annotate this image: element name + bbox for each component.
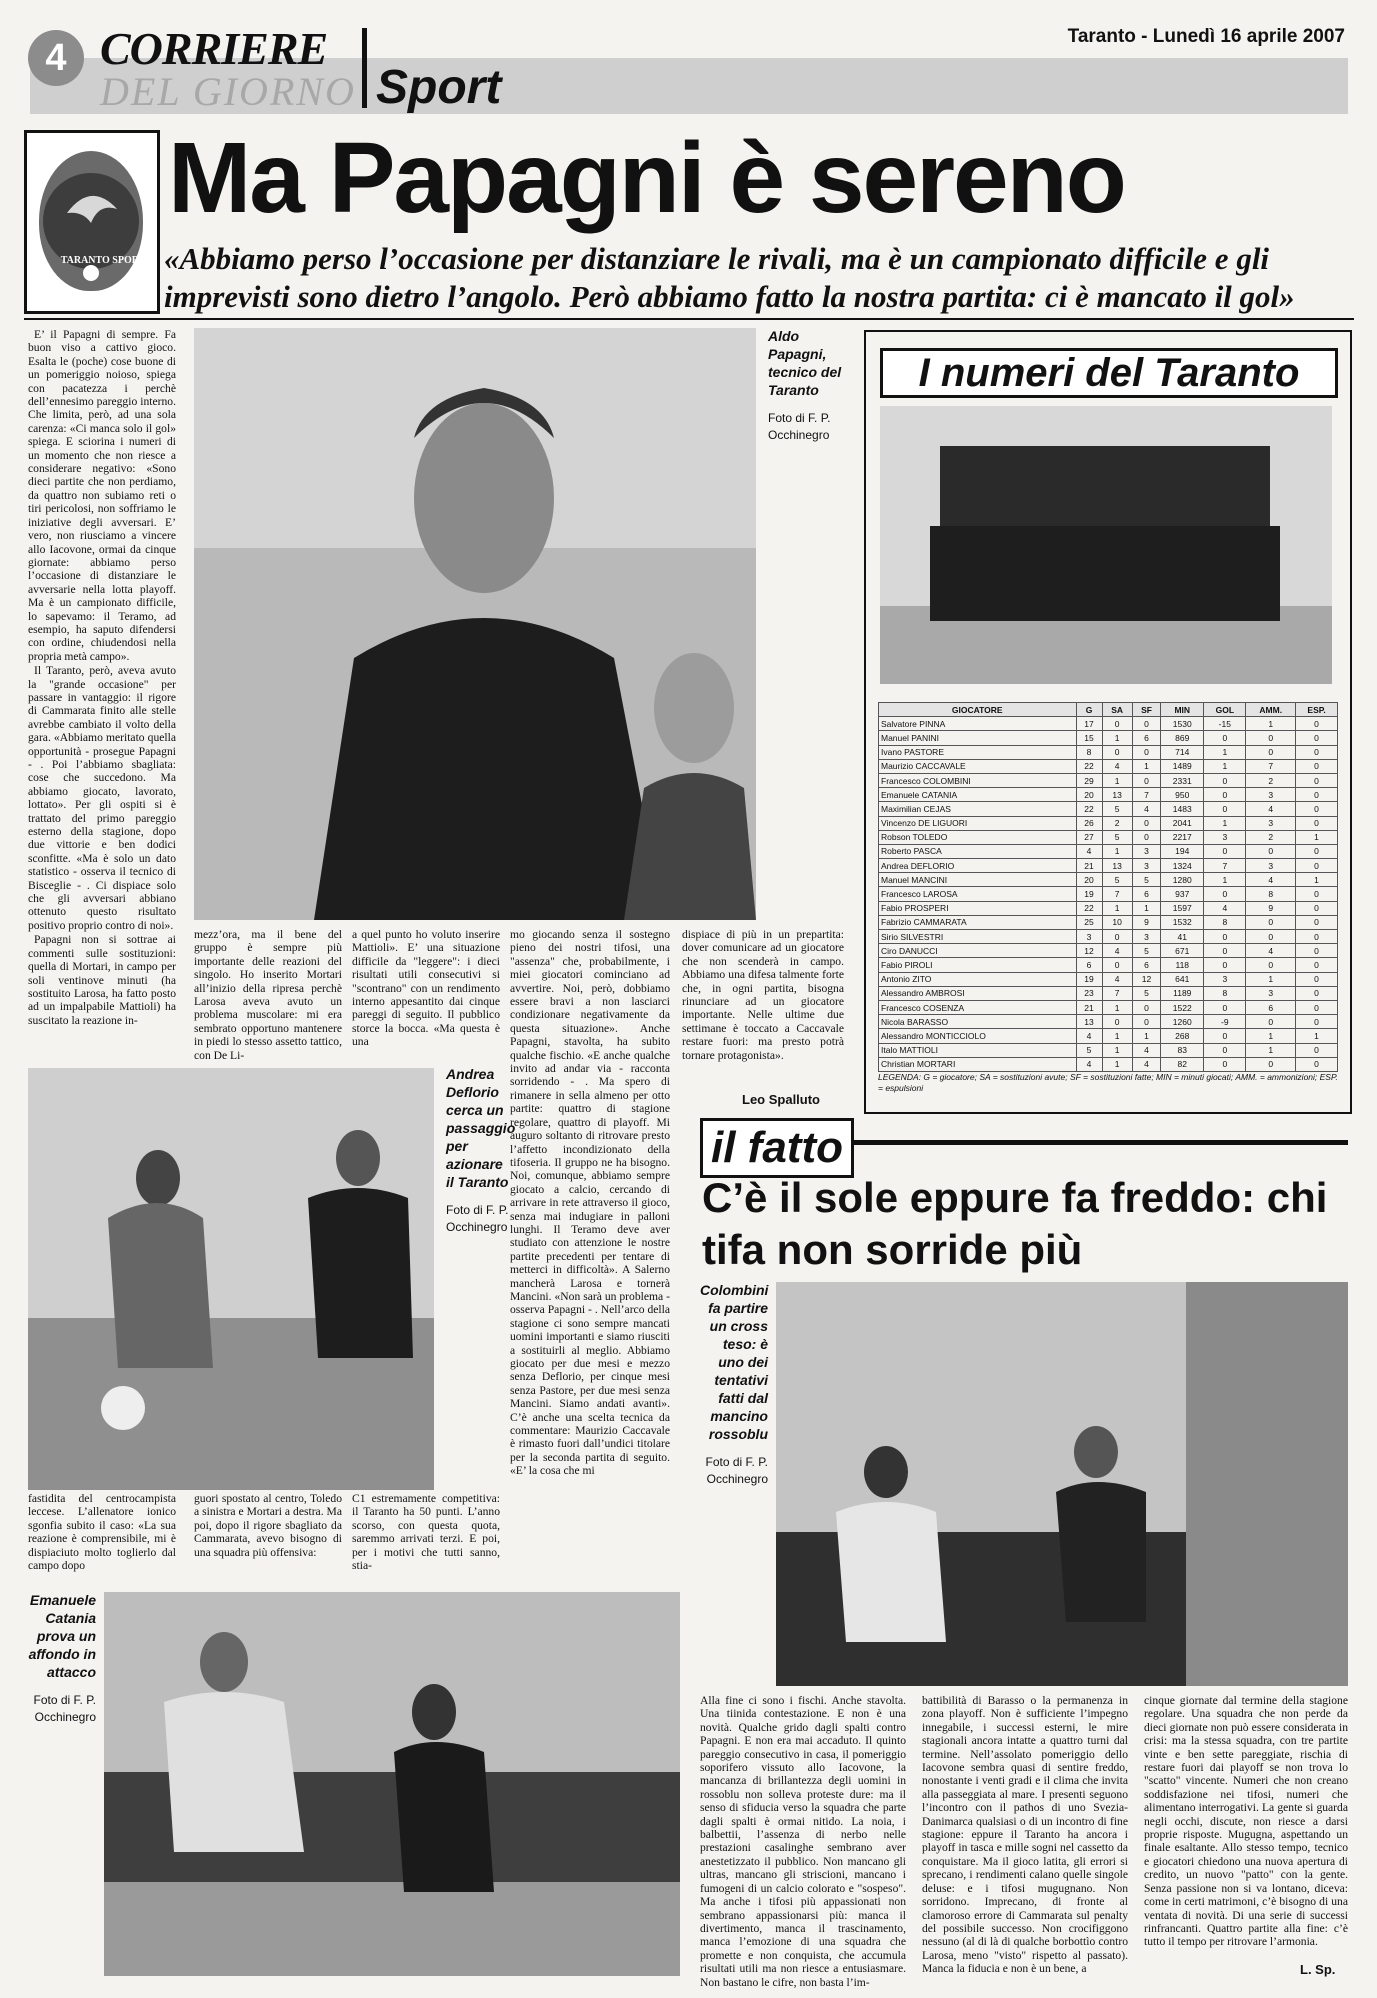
article-paragraph: Papagni non si sottrae ai commenti sulle sostituzioni: quella di Mortari, in campo per soli ventinove minuti (ha sostituito Larosa, ha fatto posto ad un impalpabile Mattioli) ha suscitato la reazione in- <box>28 933 176 1027</box>
article-bottom-column-1: fastidita del centrocampista leccese. L’allenatore ionico sgonfia subito il caso: «La sua reazione è comprensibile, mi è dispiaciuto molto toglierlo dal campo dopo <box>28 1492 176 1573</box>
brand-divider <box>362 28 367 108</box>
fatto-column-1: Alla fine ci sono i fischi. Anche stavolta. Una tiinida contestazione. E non è una novità. Qualche grido dagli spalti contro Papagni. E non era mai accaduto. Il quinto pareggio consecutivo in casa, il pomeriggio soporifero vissuto allo Iacovone, la mancanza di brillantezza degli uomini in rossoblu non solleva proteste dure: ma il senso di sfiducia verso la squadra che parte dagli spalti è ormai nitido. La noia, i balbettii, l’assenza di nerbo nelle prestazioni casalinghe sembrano aver anestetizzato il pubblico. Non mancano gli ultras, mancano gli striscioni, mancano i fumogeni di un calcio colorato e "sospeso". Ma anche i tifosi più appassionati non sembrano appassionarsi più: manca il divertimento, manca il trascinamento, manca l’emozione di una squadra che promette e non conquista, che accumula risultati utili ma non riesce a entusiasmare. Non bastano le cifre, non basta l’im- <box>700 1694 906 1989</box>
team-photo <box>880 406 1332 684</box>
column-header: GOL <box>1204 703 1246 717</box>
colombini-caption <box>700 1282 768 1488</box>
stat-cell: 2 <box>1246 830 1296 844</box>
stat-cell: 1 <box>1296 830 1338 844</box>
stat-cell: 0 <box>1296 1000 1338 1014</box>
stat-cell: 641 <box>1161 972 1204 986</box>
papagni-photo <box>194 328 756 920</box>
stat-cell: 7 <box>1204 859 1246 873</box>
stat-cell: 19 <box>1076 887 1102 901</box>
stat-cell: 0 <box>1246 1057 1296 1071</box>
stat-cell: 0 <box>1204 731 1246 745</box>
column-header: AMM. <box>1246 703 1296 717</box>
article-bottom-column-2: guori spostato al centro, Toledo a sinistra e Mortari a destra. Ma poi, dopo il rigore sbagliato da Cammarata, avevo bisogno di una squadra più offensiva: <box>194 1492 342 1559</box>
stat-cell: 7 <box>1246 759 1296 773</box>
stat-cell: 0 <box>1132 773 1161 787</box>
player-name-cell: Ivano PASTORE <box>879 745 1077 759</box>
table-row <box>879 958 1338 972</box>
stat-cell: 8 <box>1204 986 1246 1000</box>
match-action-image <box>776 1282 1348 1686</box>
stat-cell: 0 <box>1246 930 1296 944</box>
stat-cell: 0 <box>1204 773 1246 787</box>
stat-cell: 1 <box>1204 816 1246 830</box>
player-name-cell: Fabio PIROLI <box>879 958 1077 972</box>
column-header: GIOCATORE <box>879 703 1077 717</box>
stat-cell: 671 <box>1161 944 1204 958</box>
table-row <box>879 1015 1338 1029</box>
stat-cell: 6 <box>1132 731 1161 745</box>
stat-cell: 0 <box>1246 958 1296 972</box>
stat-cell: 83 <box>1161 1043 1204 1057</box>
stat-cell: 0 <box>1204 844 1246 858</box>
newspaper-name: CORRIERE <box>100 23 328 74</box>
article-column-2: mezz’ora, ma il bene del gruppo è sempre più importante delle reazioni del singolo. Ho inserito Mortari all’inizio della ripresa perchè Larosa aveva avuto un problema muscolare: mi era sembrato opportuno mantenere in piedi lo stesso assetto tattico, con De Li- <box>194 928 342 1062</box>
player-name-cell: Fabio PROSPERI <box>879 901 1077 915</box>
stat-cell: 3 <box>1204 830 1246 844</box>
table-row <box>879 759 1338 773</box>
stat-cell: 0 <box>1246 745 1296 759</box>
player-name-cell: Maximilian CEJAS <box>879 802 1077 816</box>
column-header: SF <box>1132 703 1161 717</box>
player-name-cell: Vincenzo DE LIGUORI <box>879 816 1077 830</box>
stat-cell: 0 <box>1296 773 1338 787</box>
article-column-5: dispiace di più in un prepartita: dover comunicare ad un giocatore che non scenderà in campo. Abbiamo una difesa talmente forte che, in ogni partita, bisogna rinunciare ad un giocatore importante. Nelle ultime due settimane è toccato a Caccavale restare fuori: ma presto potrà tornare protagonista». <box>682 928 844 1062</box>
stat-cell: 6 <box>1246 1000 1296 1014</box>
stat-cell: 4 <box>1246 802 1296 816</box>
stat-cell: 5 <box>1102 802 1132 816</box>
stat-cell: 0 <box>1204 788 1246 802</box>
photo-credit: Foto di F. P. Occhinegro <box>33 1693 96 1724</box>
stat-cell: 1189 <box>1161 986 1204 1000</box>
catania-photo <box>104 1592 680 1976</box>
stat-cell: 0 <box>1204 1057 1246 1071</box>
stat-cell: 0 <box>1296 759 1338 773</box>
stat-cell: 6 <box>1132 958 1161 972</box>
stat-cell: 1 <box>1204 873 1246 887</box>
stat-cell: 23 <box>1076 986 1102 1000</box>
stat-cell: 0 <box>1246 915 1296 929</box>
article-paragraph: Il Taranto, però, aveva avuto la "grande occasione" per passare in vantaggio: il rigore di Cammarata finito alle stelle avrebbe cambiato il volto della gara. «Abbiamo meritato quella opportunità - prosegue Papagni - . Poi l’abbiamo sbagliata: cose che succedono. Ma abbiamo giocato, lavorato, lottato». Per gli ospiti si è trattato del primo pareggio esterno della stagione, dopo due vittorie e ben dodici sconfitte. «Ma è solo un dato statistico - osserva il tecnico di Bisceglie - . Ci dispiace solo che gli avversari abbiano ottenuto questo risultato positivo proprio contro di noi». <box>28 664 176 932</box>
stat-cell: 12 <box>1076 944 1102 958</box>
table-row <box>879 731 1338 745</box>
stat-cell: 1489 <box>1161 759 1204 773</box>
table-row <box>879 1043 1338 1057</box>
stat-cell: 5 <box>1102 873 1132 887</box>
fatto-column-2: battibilità di Barasso o la permanenza in zona playoff. Non è sufficiente l’impegno innegabile, i successi esterni, le mire stagionali ancora intatte a quattro turni dal termine. Nell’assolato pomeriggio dello Iacovone sembra quasi di sentire freddo, nonostante i venti gradi e il clima che invita alla passeggiata al mare. I presenti seguono l’incontro con il pathos di uno Svezia-Danimarca qualsiasi o di un incontro di fine stagione: eppure il Taranto ha ancora i playoff in tasca e mille sogni nel cassetto da conquistare. Ma il gioco latita, gli errori si sprecano, i rendimenti calano quelle singole deluse: e i tifosi mugugnano. Non sorridono. Imprecano, di fronte al clamoroso errore di Cammarata sul penalty del possibile successo. Non crocifiggono nessuno (al di là di qualche borbottìo contro Larosa, meno "visto" rispetto al passato). Manca la fiducia e non è un bene, a <box>922 1694 1128 1976</box>
player-name-cell: Andrea DEFLORIO <box>879 859 1077 873</box>
dolphin-rider-icon <box>39 151 143 291</box>
stat-cell: 25 <box>1076 915 1102 929</box>
stat-cell: 0 <box>1102 717 1132 731</box>
stat-cell: 7 <box>1102 986 1132 1000</box>
stat-cell: 4 <box>1076 844 1102 858</box>
taranto-logo <box>24 130 160 314</box>
dateline: Taranto - Lunedì 16 aprile 2007 <box>1067 26 1345 47</box>
stat-cell: 1 <box>1296 873 1338 887</box>
stat-cell: 950 <box>1161 788 1204 802</box>
stat-cell: 5 <box>1132 944 1161 958</box>
table-row <box>879 830 1338 844</box>
section-title: Sport <box>376 61 502 114</box>
stat-cell: 1 <box>1246 1029 1296 1043</box>
stat-cell: 118 <box>1161 958 1204 972</box>
stat-cell: 4 <box>1204 901 1246 915</box>
stat-cell: 6 <box>1132 887 1161 901</box>
stat-cell: 21 <box>1076 859 1102 873</box>
stat-cell: 4 <box>1132 802 1161 816</box>
stat-cell: 3 <box>1132 844 1161 858</box>
fatto-signature: L. Sp. <box>1300 1962 1336 1977</box>
stat-cell: 13 <box>1102 859 1132 873</box>
table-row <box>879 802 1338 816</box>
stat-cell: -15 <box>1204 717 1246 731</box>
stat-cell: 0 <box>1296 1057 1338 1071</box>
stat-cell: 0 <box>1204 1029 1246 1043</box>
caption-name: Aldo Papagni, tecnico del Taranto <box>768 328 842 398</box>
player-name-cell: Roberto PASCA <box>879 844 1077 858</box>
stat-cell: 1 <box>1246 972 1296 986</box>
stat-cell: 0 <box>1204 958 1246 972</box>
stat-cell: 0 <box>1102 930 1132 944</box>
stat-cell: 0 <box>1132 717 1161 731</box>
subheadline: «Abbiamo perso l’occasione per distanziare le rivali, ma è un campionato difficile e gli imprevisti sono dietro l’angolo. Però abbiamo fatto la nostra partita: ci è mancato il gol» <box>164 241 1295 314</box>
caption-name: Emanuele Catania prova un affondo in attacco <box>28 1592 96 1680</box>
article-column-3: a quel punto ho voluto inserire Mattioli». E’ una situazione difficile da "leggere": i dieci risultati utili consecutivi si "scontrano" con un rendimento interno appesantito dai cinque pareggi di seguito. Il pubblico storce la bocca. «Ma questa è una <box>352 928 500 1049</box>
stat-cell: 0 <box>1132 816 1161 830</box>
article-signature: Leo Spalluto <box>742 1092 820 1107</box>
stat-cell: 4 <box>1132 1043 1161 1057</box>
stat-cell: 0 <box>1296 915 1338 929</box>
column-header: ESP. <box>1296 703 1338 717</box>
papagni-caption <box>768 328 854 444</box>
stat-cell: 9 <box>1132 915 1161 929</box>
stat-cell: 29 <box>1076 773 1102 787</box>
player-name-cell: Francesco COSENZA <box>879 1000 1077 1014</box>
stat-cell: 0 <box>1132 745 1161 759</box>
player-name-cell: Emanuele CATANIA <box>879 788 1077 802</box>
fatto-rule <box>852 1140 1348 1145</box>
coach-portrait-image <box>194 328 756 920</box>
stat-cell: 13 <box>1102 788 1132 802</box>
stat-cell: 1 <box>1204 745 1246 759</box>
stat-cell: 6 <box>1076 958 1102 972</box>
stat-cell: 0 <box>1296 1043 1338 1057</box>
numeri-box <box>864 330 1352 1114</box>
player-name-cell: Antonio ZITO <box>879 972 1077 986</box>
stat-cell: 1 <box>1102 1057 1132 1071</box>
caption-name: Colombini fa partire un cross teso: è uno dei tentativi fatti dal mancino rossoblu <box>700 1282 769 1442</box>
stat-cell: 4 <box>1102 759 1132 773</box>
stat-cell: 4 <box>1076 1057 1102 1071</box>
stat-cell: 41 <box>1161 930 1204 944</box>
stat-cell: 1530 <box>1161 717 1204 731</box>
stat-cell: 1260 <box>1161 1015 1204 1029</box>
table-row <box>879 986 1338 1000</box>
stat-cell: 0 <box>1296 986 1338 1000</box>
deflorio-photo <box>28 1068 434 1490</box>
article-column-4: mo giocando senza il sostegno pieno dei nostri tifosi, una "assenza" che, probabilmente, i miei giocatori cominciano ad avvertire. Noi, però, dobbiamo essere bravi a non lasciarci condizionare negativamente da questa situazione». Anche Papagni, stavolta, ha subito qualche fischio. «E anche qualche invito ad andar via - racconta sorridendo - . Ma spero di rimanere in sella almeno per otto partite: quattro di stagione regolare, quattro di playoff. Mi auguro soltanto di ritrovare presto l’affetto incondizionato della tifoseria. Il gruppo ne ha bisogno. Noi, comunque, abbiamo sempre giocato a calcio, cercando di arrivare in rete attraverso il gioco, senza mai indugiare in palloni lunghi. Il Teramo deve aver studiato con attenzione le nostre partite precedenti per tentare di metterci in difficoltà». A Salerno mancherà Larosa e tornerà Mancini. «Non sarà un problema - osserva Papagni - . Nell’arco della stagione ci sono sempre mancati uomini importanti e siamo riusciti a sostituirli al meglio. Abbiamo giocato per due mesi e mezzo senza Deflorio, per cinque mesi senza Pastore, per due mesi senza Mancini. Siamo andati avanti». C’è anche una scelta tecnica da commentare: Maurizio Caccavale è rimasto fuori dall’undici titolare per la seconda partita di seguito. «E’ la cosa che mi <box>510 928 670 1478</box>
player-name-cell: Robson TOLEDO <box>879 830 1077 844</box>
stat-cell: 17 <box>1076 717 1102 731</box>
stat-cell: 3 <box>1076 930 1102 944</box>
stat-cell: 3 <box>1204 972 1246 986</box>
stat-cell: 0 <box>1102 1015 1132 1029</box>
stat-cell: 1532 <box>1161 915 1204 929</box>
stat-cell: 3 <box>1246 986 1296 1000</box>
stat-cell: 0 <box>1296 788 1338 802</box>
logo-text: TARANTO SPORT <box>60 255 146 266</box>
stat-cell: 0 <box>1246 844 1296 858</box>
stat-cell: 15 <box>1076 731 1102 745</box>
table-row <box>879 1057 1338 1071</box>
stat-cell: 7 <box>1102 887 1132 901</box>
stat-cell: 268 <box>1161 1029 1204 1043</box>
stat-cell: 0 <box>1204 930 1246 944</box>
headline: Ma Papagni è sereno <box>168 122 1125 234</box>
stat-cell: 5 <box>1132 873 1161 887</box>
stat-cell: 1 <box>1296 1029 1338 1043</box>
match-action-image <box>104 1592 680 1976</box>
match-action-image <box>28 1068 434 1490</box>
stat-cell: 21 <box>1076 1000 1102 1014</box>
stat-cell: 2041 <box>1161 816 1204 830</box>
stat-cell: 1 <box>1102 773 1132 787</box>
stat-cell: 1522 <box>1161 1000 1204 1014</box>
stat-cell: 27 <box>1076 830 1102 844</box>
stat-cell: 9 <box>1246 901 1296 915</box>
headline-rule <box>24 318 1354 320</box>
player-name-cell: Nicola BARASSO <box>879 1015 1077 1029</box>
stat-cell: 8 <box>1076 745 1102 759</box>
table-row <box>879 788 1338 802</box>
stat-cell: 0 <box>1296 844 1338 858</box>
shield-icon <box>39 151 146 291</box>
stat-cell: 869 <box>1161 731 1204 745</box>
player-name-cell: Italo MATTIOLI <box>879 1043 1077 1057</box>
stat-cell: 4 <box>1102 944 1132 958</box>
stat-cell: 0 <box>1204 1000 1246 1014</box>
stat-cell: 0 <box>1102 745 1132 759</box>
player-name-cell: Manuel PANINI <box>879 731 1077 745</box>
article-bottom-column-3: C1 estremamente competitiva: il Taranto ha 50 punti. L’anno scorso, con questa quota, saremmo arrivati terzi. E poi, per i motivi che tutti sanno, stia- <box>352 1492 500 1573</box>
fatto-headline: C’è il sole eppure fa freddo: chi tifa non sorride più <box>702 1174 1328 1273</box>
stat-cell: 20 <box>1076 873 1102 887</box>
article-column-1 <box>28 328 176 1068</box>
player-name-cell: Salvatore PINNA <box>879 717 1077 731</box>
stat-cell: 0 <box>1296 816 1338 830</box>
player-name-cell: Manuel MANCINI <box>879 873 1077 887</box>
player-stats-table <box>878 702 1338 1072</box>
table-row <box>879 901 1338 915</box>
stat-cell: 0 <box>1296 859 1338 873</box>
stat-cell: 26 <box>1076 816 1102 830</box>
stat-cell: 714 <box>1161 745 1204 759</box>
stat-cell: 19 <box>1076 972 1102 986</box>
stat-cell: 0 <box>1204 1043 1246 1057</box>
stat-cell: 1280 <box>1161 873 1204 887</box>
table-legend: LEGENDA: G = giocatore; SA = sostituzioni avute; SF = sostituzioni fatte; MIN = minuti giocati; AMM. = ammonizioni; ESP. = espulsioni <box>878 1072 1338 1093</box>
stat-cell: 12 <box>1132 972 1161 986</box>
stat-cell: 0 <box>1204 944 1246 958</box>
stat-cell: 0 <box>1296 958 1338 972</box>
stat-cell: 1 <box>1132 759 1161 773</box>
stat-cell: 1324 <box>1161 859 1204 873</box>
stat-cell: 0 <box>1132 830 1161 844</box>
stat-cell: 0 <box>1204 887 1246 901</box>
fatto-label: il fatto <box>700 1118 854 1178</box>
stat-cell: 0 <box>1296 717 1338 731</box>
catania-caption <box>28 1592 96 1726</box>
table-row <box>879 844 1338 858</box>
stat-cell: 1597 <box>1161 901 1204 915</box>
stat-cell: 22 <box>1076 759 1102 773</box>
stat-cell: 1 <box>1102 1043 1132 1057</box>
stat-cell: 8 <box>1246 887 1296 901</box>
stat-cell: 194 <box>1161 844 1204 858</box>
stat-cell: 4 <box>1102 972 1132 986</box>
stat-cell: 7 <box>1132 788 1161 802</box>
page-number: 4 <box>28 30 84 86</box>
stat-cell: 22 <box>1076 901 1102 915</box>
stat-cell: 5 <box>1076 1043 1102 1057</box>
stat-cell: 5 <box>1102 830 1132 844</box>
stat-cell: 4 <box>1076 1029 1102 1043</box>
stat-cell: 0 <box>1246 1015 1296 1029</box>
stat-cell: 0 <box>1296 930 1338 944</box>
table-row <box>879 972 1338 986</box>
stat-cell: 1 <box>1132 901 1161 915</box>
stat-cell: 0 <box>1246 731 1296 745</box>
player-name-cell: Maurizio CACCAVALE <box>879 759 1077 773</box>
stat-cell: 0 <box>1296 887 1338 901</box>
photo-credit: Foto di F. P. Occhinegro <box>768 411 831 442</box>
stat-cell: 0 <box>1132 1000 1161 1014</box>
table-row <box>879 1029 1338 1043</box>
table-row <box>879 1000 1338 1014</box>
table-row <box>879 859 1338 873</box>
player-name-cell: Ciro DANUCCI <box>879 944 1077 958</box>
table-row <box>879 745 1338 759</box>
caption-name: Andrea Deflorio cerca un passaggio per azionare il Taranto <box>446 1066 516 1190</box>
stat-cell: 22 <box>1076 802 1102 816</box>
table-header-row <box>879 703 1338 717</box>
stat-cell: -9 <box>1204 1015 1246 1029</box>
column-header: G <box>1076 703 1102 717</box>
table-row <box>879 717 1338 731</box>
column-header: MIN <box>1161 703 1204 717</box>
table-row <box>879 773 1338 787</box>
stat-cell: 1 <box>1102 1000 1132 1014</box>
player-name-cell: Alessandro AMBROSI <box>879 986 1077 1000</box>
table-row <box>879 915 1338 929</box>
stat-cell: 3 <box>1132 859 1161 873</box>
newspaper-name-sub: DEL GIORNO <box>100 69 356 114</box>
player-name-cell: Fabrizio CAMMARATA <box>879 915 1077 929</box>
stat-cell: 1 <box>1246 717 1296 731</box>
stat-cell: 1 <box>1102 901 1132 915</box>
stat-cell: 0 <box>1204 802 1246 816</box>
numeri-title: I numeri del Taranto <box>880 348 1338 398</box>
stat-cell: 3 <box>1246 816 1296 830</box>
stat-cell: 937 <box>1161 887 1204 901</box>
stat-cell: 3 <box>1246 788 1296 802</box>
stat-cell: 2331 <box>1161 773 1204 787</box>
stat-cell: 0 <box>1296 944 1338 958</box>
stat-cell: 0 <box>1296 745 1338 759</box>
stat-cell: 0 <box>1296 802 1338 816</box>
stat-cell: 3 <box>1132 930 1161 944</box>
deflorio-caption <box>446 1066 514 1236</box>
stat-cell: 0 <box>1296 901 1338 915</box>
stat-cell: 1483 <box>1161 802 1204 816</box>
player-name-cell: Francesco COLOMBINI <box>879 773 1077 787</box>
stat-cell: 8 <box>1204 915 1246 929</box>
fatto-column-3: cinque giornate dal termine della stagione regolare. Una squadra che non perde da dieci giornate non può essere considerata in crisi: ma la stessa squadra, con tre partite vinte e ben sette pareggiate, rischia di restare fuori dai playoff se non trova lo "scatto" vincente. Numeri che non creano soddisfazione nei tifosi, numeri che alimentano interrogativi. La gente si guarda negli occhi, discute, non riesce a darsi proprie risposte. Mugugna, aspettando un finale esaltante. Allo stesso tempo, tecnico e giocatori chiedono una nuova apertura di credito, un nuovo "patto" con la gente. Senza passione non si va lontano, diceva: come in certi matrimoni, c’è bisogno di una ventata di novità. Di una serie di successi rinfrancanti. Quattro partite alla fine: c’è tutto il tempo per ritrovare l’armonia. <box>1144 1694 1348 1949</box>
player-name-cell: Christian MORTARI <box>879 1057 1077 1071</box>
stat-cell: 1 <box>1246 1043 1296 1057</box>
player-name-cell: Alessandro MONTICCIOLO <box>879 1029 1077 1043</box>
table-row <box>879 887 1338 901</box>
stat-cell: 0 <box>1132 1015 1161 1029</box>
stat-cell: 20 <box>1076 788 1102 802</box>
stat-cell: 1 <box>1102 1029 1132 1043</box>
stat-cell: 1 <box>1102 844 1132 858</box>
stat-cell: 1 <box>1204 759 1246 773</box>
stat-cell: 4 <box>1132 1057 1161 1071</box>
column-header: SA <box>1102 703 1132 717</box>
stat-cell: 0 <box>1296 731 1338 745</box>
stat-cell: 2 <box>1246 773 1296 787</box>
player-name-cell: Sirio SILVESTRI <box>879 930 1077 944</box>
team-group-image <box>880 406 1332 684</box>
photo-credit: Foto di F. P. Occhinegro <box>446 1203 509 1234</box>
table-row <box>879 930 1338 944</box>
stat-cell: 82 <box>1161 1057 1204 1071</box>
photo-credit: Foto di F. P. Occhinegro <box>705 1455 768 1486</box>
player-stats-body <box>879 717 1338 1072</box>
stat-cell: 0 <box>1296 972 1338 986</box>
table-row <box>879 873 1338 887</box>
stat-cell: 0 <box>1102 958 1132 972</box>
table-row <box>879 944 1338 958</box>
stat-cell: 13 <box>1076 1015 1102 1029</box>
stat-cell: 10 <box>1102 915 1132 929</box>
stat-cell: 3 <box>1246 859 1296 873</box>
colombini-photo <box>776 1282 1348 1686</box>
stat-cell: 0 <box>1296 1015 1338 1029</box>
stat-cell: 2 <box>1102 816 1132 830</box>
stat-cell: 4 <box>1246 944 1296 958</box>
player-name-cell: Francesco LAROSA <box>879 887 1077 901</box>
table-row <box>879 816 1338 830</box>
stat-cell: 1 <box>1102 731 1132 745</box>
stat-cell: 2217 <box>1161 830 1204 844</box>
stat-cell: 5 <box>1132 986 1161 1000</box>
stat-cell: 1 <box>1132 1029 1161 1043</box>
article-paragraph: E’ il Papagni di sempre. Fa buon viso a cattivo gioco. Esalta le (poche) cose buone di un pomeriggio noioso, spiega con pacatezza i perchè dell’ennesimo pareggio interno. Che limita, però, ad una sola carenza: «Ci manca solo il gol» spiega. E sciorina i numeri di un momento che non riesce a considerare negativo: «Sono dieci partite che non perdiamo, da quattro non subiamo reti o tiri pericolosi, non soffriamo le iniziative degli avversari. E’ vero, non riusciamo a vincere allo Iacovone, ormai da cinque giornate: abbiamo perso l’occasione di distanziare le avversarie nella lotta playoff. Ma è un campionato difficile, lo sapevamo: il Teramo, ad esempio, ha saputo difendersi con ordine, chiudendosi nella propria metà campo». <box>28 328 176 663</box>
stat-cell: 4 <box>1246 873 1296 887</box>
